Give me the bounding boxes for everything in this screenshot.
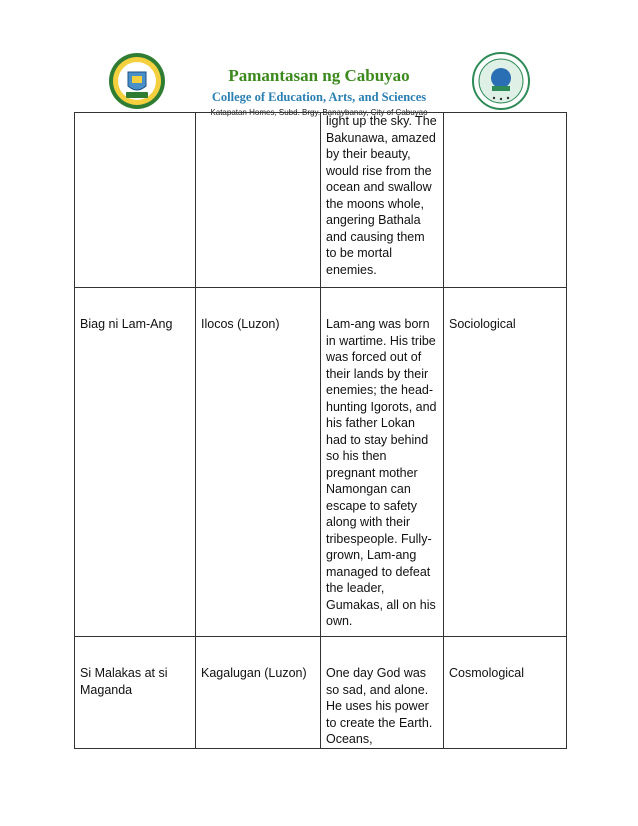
summary-cell: Lam-ang was born in wartime. His tribe was forced out of their lands by their enemies; the head-hunting Igorots, and his father Lokan had to stay behind so his then pregnant mother Namongan can escape to safety along with their tribespeople. Fully-grown, Lam-ang managed to defeat the leader, Gumakas, all on his own. (321, 288, 444, 637)
title-cell: Si Malakas at si Maganda (75, 637, 196, 749)
type-cell: Sociological (444, 288, 567, 637)
literature-table (74, 112, 567, 749)
university-name: Pamantasan ng Cabuyao (228, 66, 410, 85)
summary-cell: light up the sky. The Bakunawa, amazed by their beauty, would rise from the ocean and swallow the moons whole, angering Bathala and causing them to be mortal enemies. (321, 113, 444, 288)
letterhead (0, 0, 638, 117)
table-row (75, 288, 567, 637)
type-cell (444, 113, 567, 288)
table-row (75, 637, 567, 749)
table-row (75, 113, 567, 288)
origin-cell: Ilocos (Luzon) (196, 288, 321, 637)
title-cell (75, 113, 196, 288)
origin-cell (196, 113, 321, 288)
college-seal-logo (472, 52, 530, 110)
title-cell: Biag ni Lam-Ang (75, 288, 196, 637)
college-name: College of Education, Arts, and Sciences (211, 90, 427, 104)
address-line: Katapatan Homes, Subd. Brgy. Banaybanay, City of Cabuyao (210, 108, 428, 117)
type-cell: Cosmological (444, 637, 567, 749)
summary-cell: One day God was so sad, and alone. He uses his power to create the Earth. Oceans, (321, 637, 444, 749)
origin-cell: Kagalugan (Luzon) (196, 637, 321, 749)
